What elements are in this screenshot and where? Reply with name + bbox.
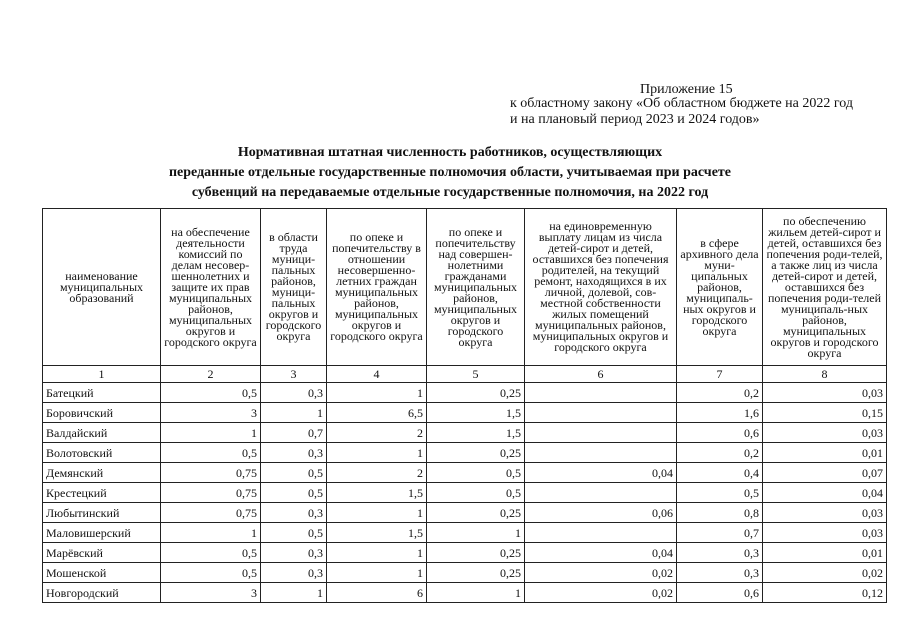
table-row (43, 443, 887, 463)
value-cell: 6 (327, 583, 427, 603)
value-cell: 0,3 (261, 443, 327, 463)
value-cell: 0,2 (677, 383, 763, 403)
value-cell: 1 (161, 523, 261, 543)
table-row (43, 423, 887, 443)
col-number: 4 (327, 366, 427, 383)
value-cell: 0,03 (763, 503, 887, 523)
table-body (43, 383, 887, 603)
value-cell: 0,5 (677, 483, 763, 503)
value-cell (525, 383, 677, 403)
value-cell: 0,02 (525, 583, 677, 603)
col-number: 5 (427, 366, 525, 383)
value-cell: 0,5 (261, 483, 327, 503)
municipality-name-cell: Новгородский (43, 583, 161, 603)
value-cell: 0,5 (161, 443, 261, 463)
law-reference (510, 96, 853, 128)
title-line-3: субвенций на передаваемые отдельные государственные полномочия, на 2022 год (191, 185, 709, 200)
value-cell: 0,7 (261, 423, 327, 443)
value-cell: 0,04 (763, 483, 887, 503)
value-cell: 6,5 (327, 403, 427, 423)
value-cell: 0,07 (763, 463, 887, 483)
table-header-row (43, 209, 887, 366)
col-number: 6 (525, 366, 677, 383)
title-line-2: переданные отдельные государственные полномочия области, учитываемая при расчете (168, 165, 732, 180)
value-cell: 2 (327, 423, 427, 443)
value-cell: 2 (327, 463, 427, 483)
table-row (43, 503, 887, 523)
col-number: 7 (677, 366, 763, 383)
value-cell: 0,75 (161, 503, 261, 523)
value-cell: 0,4 (677, 463, 763, 483)
value-cell: 0,06 (525, 503, 677, 523)
value-cell: 0,03 (763, 383, 887, 403)
value-cell: 0,04 (525, 463, 677, 483)
value-cell: 0,04 (525, 543, 677, 563)
value-cell: 3 (161, 583, 261, 603)
col-header-guardianship-minors: по опеке и попечительству в отношении несовершенно-летних граждан муниципальных районов, муниципальных округов и городского округа (327, 209, 427, 366)
value-cell: 1,5 (427, 423, 525, 443)
value-cell: 1 (427, 583, 525, 603)
value-cell: 0,01 (763, 543, 887, 563)
value-cell: 0,3 (677, 563, 763, 583)
col-header-commissions: на обеспечение деятельности комиссий по делам несовер-шеннолетних и защите их прав муниципальных районов, муниципальных округов и городского округа (161, 209, 261, 366)
value-cell: 0,5 (161, 543, 261, 563)
value-cell (525, 523, 677, 543)
value-cell: 0,03 (763, 523, 887, 543)
value-cell (525, 403, 677, 423)
value-cell: 1 (161, 423, 261, 443)
value-cell: 0,6 (677, 423, 763, 443)
value-cell: 3 (161, 403, 261, 423)
title-line-1: Нормативная штатная численность работников, осуществляющих (237, 145, 663, 160)
column-number-row (43, 366, 887, 383)
col-header-one-time-payment: на единовременную выплату лицам из числа детей-сирот и детей, оставшихся без попечения родителей, на текущий ремонт, находящихся в их личной, долевой, сов-местной собственности жилых помещений муниципальных районов, муниципальных округов и городского округа (525, 209, 677, 366)
col-number: 8 (763, 366, 887, 383)
municipality-name-cell: Мошенской (43, 563, 161, 583)
value-cell: 1 (261, 583, 327, 603)
value-cell: 0,25 (427, 443, 525, 463)
value-cell: 0,3 (261, 503, 327, 523)
value-cell: 1 (327, 543, 427, 563)
table-row (43, 523, 887, 543)
value-cell: 0,2 (677, 443, 763, 463)
table-row (43, 383, 887, 403)
value-cell: 0,8 (677, 503, 763, 523)
value-cell: 0,25 (427, 563, 525, 583)
value-cell: 0,5 (427, 463, 525, 483)
municipality-name-cell: Батецкий (43, 383, 161, 403)
staffing-table (42, 208, 887, 603)
col-number: 1 (43, 366, 161, 383)
col-header-labor: в области труда муници-пальных районов, муници-пальных округов и городского округа (261, 209, 327, 366)
value-cell: 0,6 (677, 583, 763, 603)
table-row (43, 563, 887, 583)
value-cell: 1 (327, 383, 427, 403)
page-title (100, 143, 800, 203)
value-cell: 0,7 (677, 523, 763, 543)
value-cell: 1 (427, 523, 525, 543)
value-cell (525, 483, 677, 503)
value-cell: 1,5 (427, 403, 525, 423)
col-number: 2 (161, 366, 261, 383)
value-cell: 0,01 (763, 443, 887, 463)
law-line-1: к областному закону «Об областном бюджете на 2022 год (510, 96, 853, 111)
value-cell: 1 (327, 563, 427, 583)
table-row (43, 403, 887, 423)
value-cell: 0,25 (427, 503, 525, 523)
value-cell: 0,02 (763, 563, 887, 583)
col-header-name: наименование муниципальных образований (43, 209, 161, 366)
value-cell: 0,12 (763, 583, 887, 603)
value-cell: 0,3 (677, 543, 763, 563)
value-cell: 1 (261, 403, 327, 423)
value-cell (525, 443, 677, 463)
value-cell: 0,02 (525, 563, 677, 583)
value-cell: 0,3 (261, 543, 327, 563)
table-row (43, 483, 887, 503)
value-cell: 0,3 (261, 383, 327, 403)
table-row (43, 583, 887, 603)
col-header-archives: в сфере архивного дела муни-ципальных районов, муниципаль-ных округов и городского округа (677, 209, 763, 366)
value-cell (525, 423, 677, 443)
value-cell: 0,5 (161, 563, 261, 583)
col-header-orphan-housing: по обеспечению жильем детей-сирот и детей, оставшихся без попечения роди-телей, а также лиц из числа детей-сирот и детей, оставшихся без попечения роди-телей муниципаль-ных районов, муниципальных округов и городского округа (763, 209, 887, 366)
municipality-name-cell: Волотовский (43, 443, 161, 463)
value-cell: 0,03 (763, 423, 887, 443)
table-row (43, 543, 887, 563)
value-cell: 1 (327, 443, 427, 463)
municipality-name-cell: Валдайский (43, 423, 161, 443)
value-cell: 0,3 (261, 563, 327, 583)
value-cell: 0,5 (161, 383, 261, 403)
value-cell: 1,6 (677, 403, 763, 423)
municipality-name-cell: Марёвский (43, 543, 161, 563)
value-cell: 1,5 (327, 523, 427, 543)
municipality-name-cell: Демянский (43, 463, 161, 483)
value-cell: 0,5 (427, 483, 525, 503)
col-number: 3 (261, 366, 327, 383)
law-line-2: и на плановый период 2023 и 2024 годов» (510, 112, 760, 127)
municipality-name-cell: Боровичский (43, 403, 161, 423)
value-cell: 0,25 (427, 383, 525, 403)
municipality-name-cell: Маловишерский (43, 523, 161, 543)
value-cell: 0,15 (763, 403, 887, 423)
municipality-name-cell: Крестецкий (43, 483, 161, 503)
municipality-name-cell: Любытинский (43, 503, 161, 523)
value-cell: 1 (327, 503, 427, 523)
table-row (43, 463, 887, 483)
value-cell: 0,75 (161, 463, 261, 483)
value-cell: 0,75 (161, 483, 261, 503)
appendix-label: Приложение 15 (640, 82, 733, 97)
value-cell: 0,25 (427, 543, 525, 563)
col-header-guardianship-adults: по опеке и попечительству над совершен-нолетними гражданами муниципальных районов, муниципальных округов и городского округа (427, 209, 525, 366)
value-cell: 0,5 (261, 463, 327, 483)
value-cell: 0,5 (261, 523, 327, 543)
value-cell: 1,5 (327, 483, 427, 503)
